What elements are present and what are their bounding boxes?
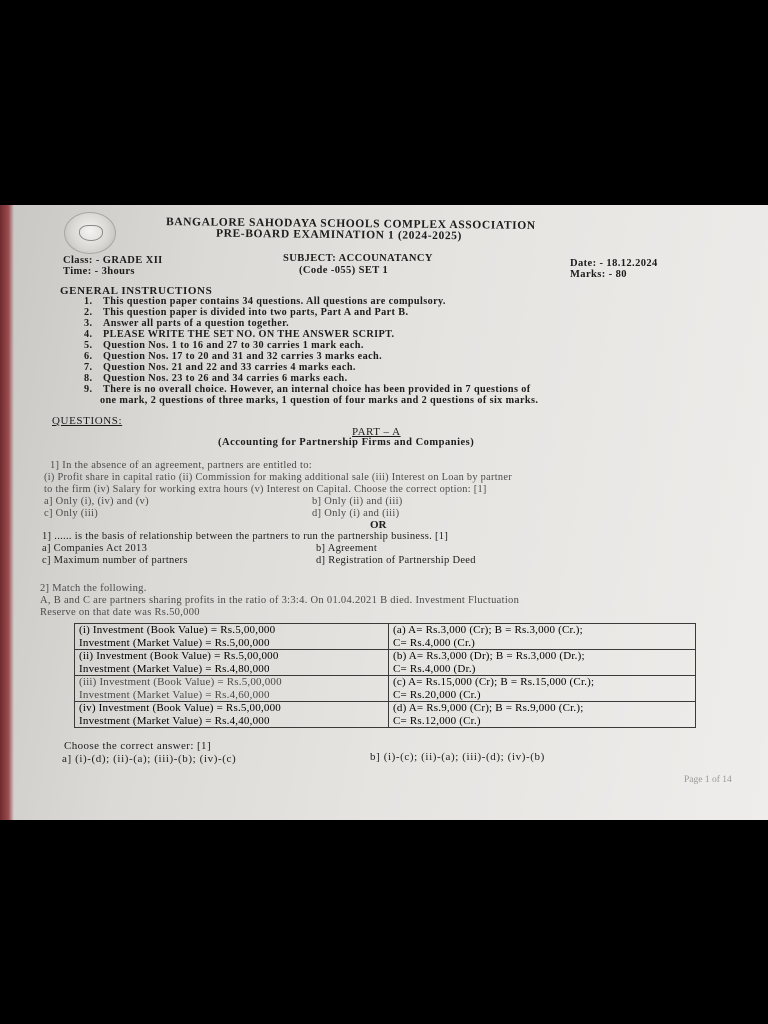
table-cell-right bbox=[389, 702, 696, 728]
instruction-text-continued: one mark, 2 questions of three marks, 1 question of four marks and 2 questions of six marks. bbox=[100, 395, 539, 406]
instruction-text: This question paper is divided into two parts, Part A and Part B. bbox=[103, 307, 409, 318]
part-a-subtitle: (Accounting for Partnership Firms and Companies) bbox=[218, 437, 475, 448]
market-value-text: Investment (Market Value) = Rs.4,40,000 bbox=[79, 714, 270, 727]
book-value-text: (iv) Investment (Book Value) = Rs.5,00,000 bbox=[79, 702, 281, 714]
instructions-heading: GENERAL INSTRUCTIONS bbox=[60, 285, 213, 297]
table-cell-left bbox=[75, 624, 389, 650]
book-value-text: (iii) Investment (Book Value) = Rs.5,00,000 bbox=[79, 676, 282, 688]
table-cell-left bbox=[75, 702, 389, 728]
questions-heading: QUESTIONS: bbox=[52, 415, 123, 427]
instruction-text: Question Nos. 23 to 26 and 34 carries 6 marks each. bbox=[103, 373, 348, 384]
share-text-c: C= Rs.4,000 (Cr.) bbox=[393, 636, 476, 649]
instruction-number: 2. bbox=[84, 307, 93, 318]
question-1-option-c: c] Only (iii) bbox=[44, 508, 99, 519]
part-a-title: PART – A bbox=[352, 426, 401, 438]
question-1-option-b: b] Only (ii) and (iii) bbox=[312, 496, 403, 507]
instruction-text: Question Nos. 1 to 16 and 27 to 30 carries 1 mark each. bbox=[103, 340, 364, 351]
share-text-c: C= Rs.20,000 (Cr.) bbox=[393, 688, 481, 701]
share-text-c: C= Rs.4,000 (Dr.) bbox=[393, 662, 476, 675]
question-1-instruction: to the firm (iv) Salary for working extra hours (v) Interest on Capital. Choose the correct option: [1] bbox=[44, 484, 487, 495]
school-association-logo bbox=[64, 212, 116, 254]
question-1-alternative-option-d: d] Registration of Partnership Deed bbox=[316, 555, 476, 566]
question-2-option-b: b] (i)-(c); (ii)-(a); (iii)-(d); (iv)-(b) bbox=[370, 751, 545, 763]
instruction-number: 5. bbox=[84, 340, 93, 351]
instruction-text: Answer all parts of a question together. bbox=[103, 318, 290, 329]
association-title: BANGALORE SAHODAYA SCHOOLS COMPLEX ASSOCIATION bbox=[165, 216, 536, 232]
share-text: (c) A= Rs.15,000 (Cr); B = Rs.15,000 (Cr.); bbox=[393, 676, 595, 688]
question-1-option-d: d] Only (i) and (iii) bbox=[312, 508, 400, 519]
table-row bbox=[75, 650, 696, 676]
paper-shadow-edge bbox=[0, 205, 14, 820]
instruction-text: There is no overall choice. However, an internal choice has been provided in 7 questions of bbox=[103, 384, 531, 395]
instruction-text: Question Nos. 21 and 22 and 33 carries 4 marks each. bbox=[103, 362, 356, 373]
marks-line: Marks: - 80 bbox=[570, 269, 627, 280]
table-cell-left bbox=[75, 676, 389, 702]
share-text: (b) A= Rs.3,000 (Dr); B = Rs.3,000 (Dr.); bbox=[393, 650, 585, 662]
table-cell-right bbox=[389, 624, 696, 650]
instruction-text: Question Nos. 17 to 20 and 31 and 32 carries 3 marks each. bbox=[103, 351, 383, 362]
time-line: Time: - 3hours bbox=[63, 266, 135, 277]
instruction-number: 3. bbox=[84, 318, 93, 329]
exam-title: PRE-BOARD EXAMINATION 1 (2024-2025) bbox=[215, 227, 463, 243]
question-1-alternative-stem: 1] ...... is the basis of relationship between the partners to run the partnership business. [1] bbox=[42, 531, 449, 542]
question-1-alternative-option-c: c] Maximum number of partners bbox=[42, 555, 188, 566]
question-2-option-a: a] (i)-(d); (ii)-(a); (iii)-(b); (iv)-(c) bbox=[62, 753, 237, 765]
share-text: (a) A= Rs.3,000 (Cr); B = Rs.3,000 (Cr.); bbox=[393, 624, 583, 636]
table-cell-right bbox=[389, 650, 696, 676]
date-line: Date: - 18.12.2024 bbox=[570, 258, 658, 269]
instruction-number: 4. bbox=[84, 329, 93, 340]
question-2-stem: 2] Match the following. bbox=[40, 583, 147, 594]
table-row bbox=[75, 702, 696, 728]
market-value-text: Investment (Market Value) = Rs.4,60,000 bbox=[79, 688, 270, 701]
table-row bbox=[75, 624, 696, 650]
or-separator: OR bbox=[370, 519, 387, 531]
question-1-alternative-option-b: b] Agreement bbox=[316, 543, 378, 554]
instruction-number: 8. bbox=[84, 373, 93, 384]
question-1-alternative-option-a: a] Companies Act 2013 bbox=[42, 543, 148, 554]
instruction-number: 7. bbox=[84, 362, 93, 373]
table-cell-left bbox=[75, 650, 389, 676]
book-value-text: (ii) Investment (Book Value) = Rs.5,00,000 bbox=[79, 650, 279, 662]
table-cell-right bbox=[389, 676, 696, 702]
instruction-text: PLEASE WRITE THE SET NO. ON THE ANSWER SCRIPT. bbox=[103, 329, 395, 340]
question-2-reserve: Reserve on that date was Rs.50,000 bbox=[40, 607, 200, 618]
share-text: (d) A= Rs.9,000 (Cr); B = Rs.9,000 (Cr.); bbox=[393, 702, 584, 714]
market-value-text: Investment (Market Value) = Rs.4,80,000 bbox=[79, 662, 270, 675]
table-row bbox=[75, 676, 696, 702]
class-line: Class: - GRADE XII bbox=[63, 255, 163, 266]
instruction-text: This question paper contains 34 questions. All questions are compulsory. bbox=[103, 296, 446, 307]
code-line: (Code -055) SET 1 bbox=[299, 265, 389, 276]
instruction-number: 1. bbox=[84, 296, 93, 307]
question-1-statements: (i) Profit share in capital ratio (ii) Commission for making additional sale (iii) Interest on Loan by partner bbox=[44, 472, 512, 483]
question-1-stem: 1] In the absence of an agreement, partners are entitled to: bbox=[50, 460, 313, 471]
question-2-choose-instruction: Choose the correct answer: [1] bbox=[64, 740, 212, 752]
market-value-text: Investment (Market Value) = Rs.5,00,000 bbox=[79, 636, 270, 649]
match-the-following-table bbox=[74, 623, 696, 728]
page-number: Page 1 of 14 bbox=[684, 775, 732, 785]
share-text-c: C= Rs.12,000 (Cr.) bbox=[393, 714, 481, 727]
instruction-number: 6. bbox=[84, 351, 93, 362]
subject-line: SUBJECT: ACCOUNATANCY bbox=[283, 253, 433, 264]
question-1-option-a: a] Only (i), (iv) and (v) bbox=[44, 496, 149, 507]
book-value-text: (i) Investment (Book Value) = Rs.5,00,000 bbox=[79, 624, 276, 636]
question-2-context: A, B and C are partners sharing profits in the ratio of 3:3:4. On 01.04.2021 B died. Investment Fluctuation bbox=[40, 595, 520, 606]
instruction-number: 9. bbox=[84, 384, 93, 395]
